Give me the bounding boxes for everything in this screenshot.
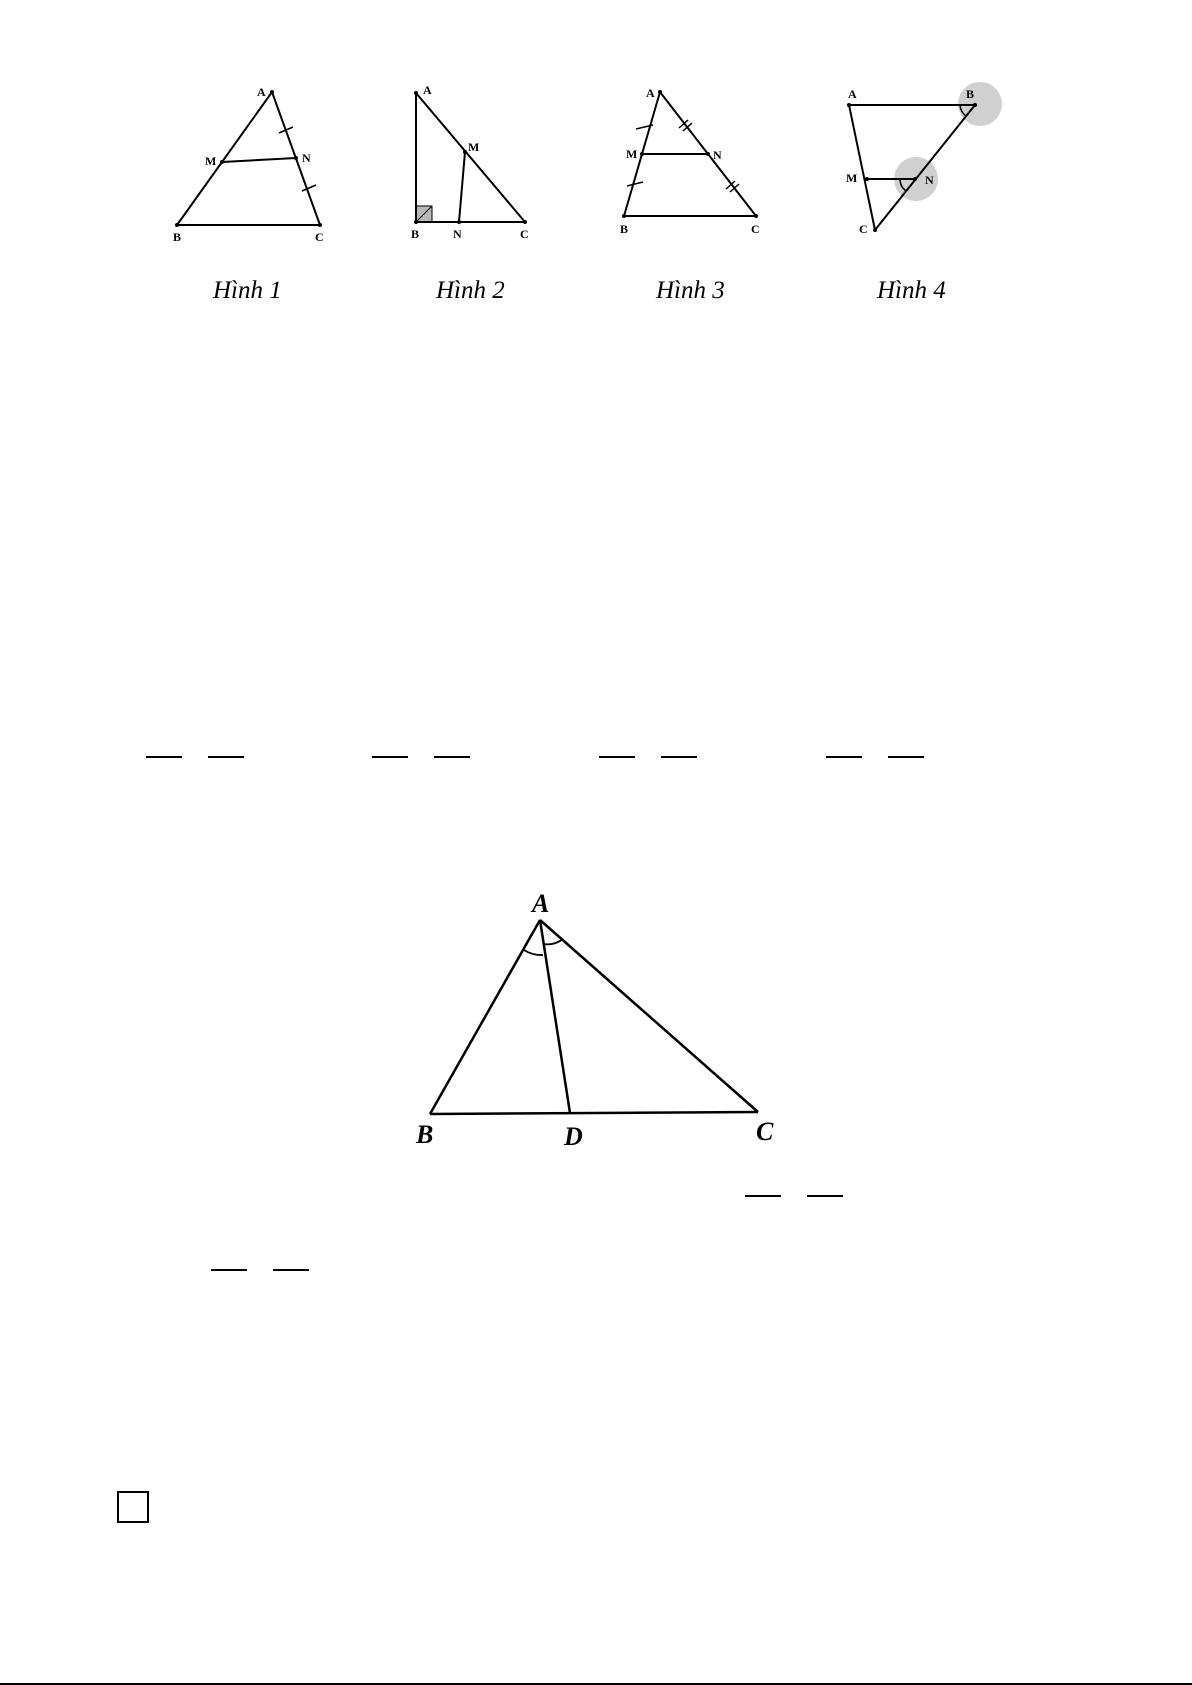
fraction-bar (661, 756, 697, 758)
fraction-bar (211, 1269, 247, 1271)
label-b: B (966, 87, 975, 101)
fraction-bar (146, 756, 182, 758)
label-m: M (468, 140, 480, 154)
label-c: C (315, 230, 324, 244)
label-m: M (626, 147, 638, 161)
fraction-bar (372, 756, 408, 758)
label-a: A (848, 87, 857, 101)
label-b: B (411, 227, 420, 241)
fraction-bar (434, 756, 470, 758)
label-a: A (423, 83, 432, 97)
triangle-abc-bisector (400, 880, 800, 1150)
label-c: C (859, 222, 868, 236)
label-a: A (257, 85, 266, 99)
fraction-bar (599, 756, 635, 758)
angle-arc-bad (524, 950, 543, 955)
fraction-pair (146, 756, 242, 758)
label-n: N (453, 227, 462, 241)
fraction-bar (273, 1269, 309, 1271)
label-c: C (751, 222, 760, 236)
figure-4-caption: Hình 4 (877, 277, 946, 304)
fraction-pair (826, 756, 922, 758)
label-c: C (520, 227, 529, 241)
figure-1-caption: Hình 1 (213, 277, 282, 304)
label-n: N (925, 173, 934, 187)
figure-2 (405, 78, 555, 248)
fraction-bar (208, 756, 244, 758)
figure-1 (165, 80, 345, 250)
label-m: M (846, 171, 858, 185)
label-a: A (646, 86, 655, 100)
label-c: C (756, 1117, 774, 1146)
fraction-pair (372, 756, 468, 758)
fraction-bar (745, 1195, 781, 1197)
angle-arc-dac (543, 939, 563, 944)
fraction-bar (888, 756, 924, 758)
label-b: B (173, 230, 182, 244)
label-n: N (302, 151, 311, 165)
fraction-pair (745, 1195, 841, 1197)
fraction-pair (211, 1269, 307, 1271)
label-m: M (205, 154, 217, 168)
answer-checkbox[interactable] (117, 1491, 149, 1523)
label-b: B (416, 1120, 434, 1149)
fraction-bar (826, 756, 862, 758)
label-n: N (713, 148, 722, 162)
label-a: A (532, 889, 550, 918)
label-b: B (620, 222, 629, 236)
fraction-pair (599, 756, 695, 758)
label-d: D (564, 1122, 583, 1151)
figure-2-caption: Hình 2 (436, 277, 505, 304)
figure-3-caption: Hình 3 (656, 277, 725, 304)
figure-4 (840, 78, 1010, 248)
figure-3 (620, 80, 780, 250)
fraction-bar (807, 1195, 843, 1197)
